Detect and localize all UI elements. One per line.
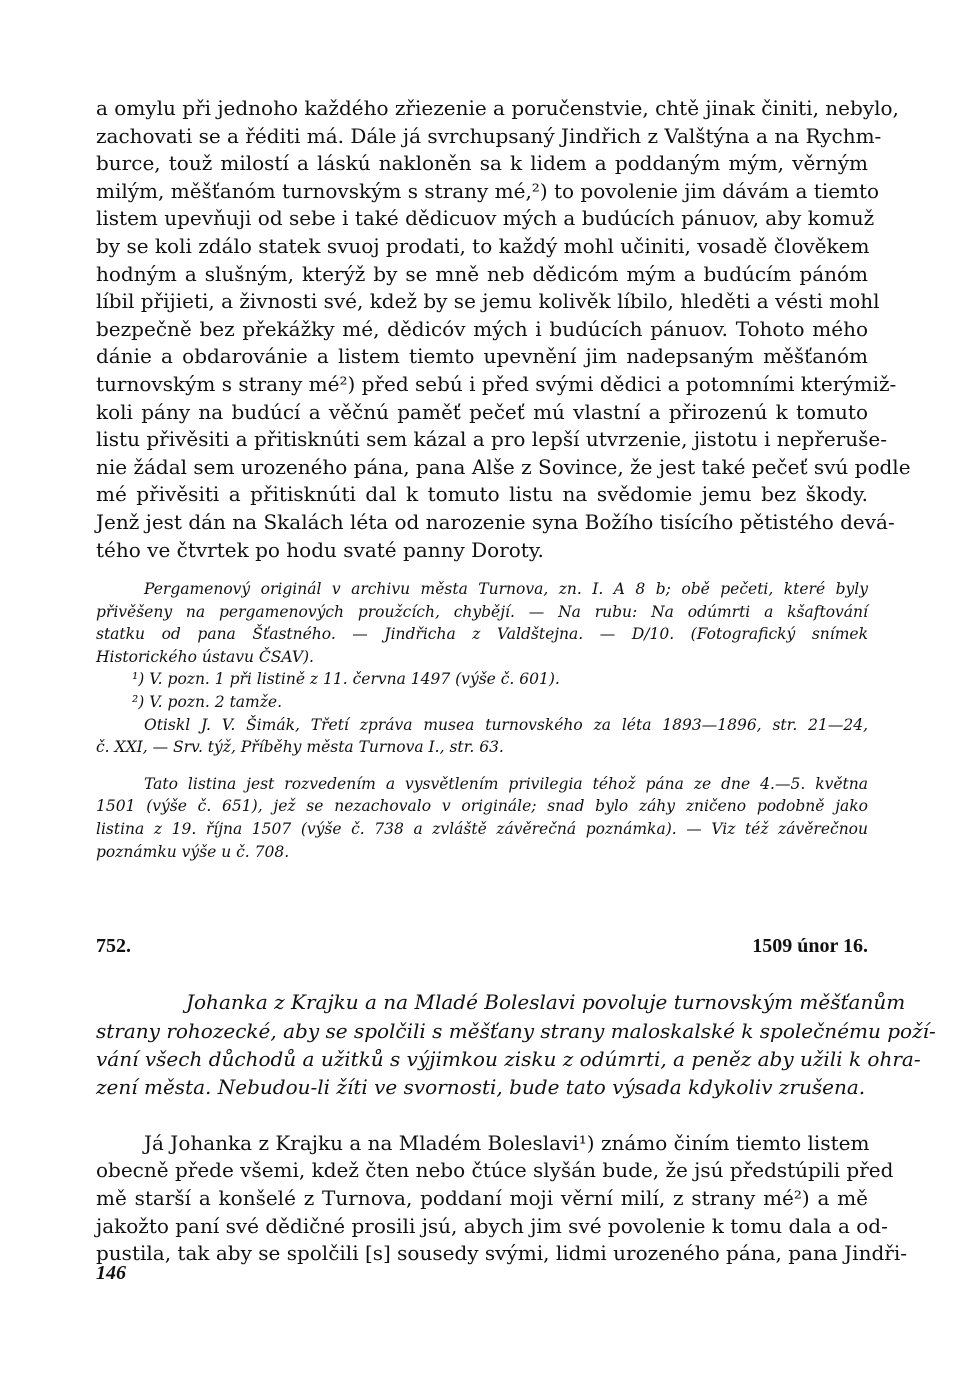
- text-line: koli pány na budúcí a věčnú paměť pečeť mú vlastní a přirozenú k tomuto: [96, 399, 868, 424]
- text-line: Já Johanka z Krajku a na Mladém Boleslavi¹) známo činím tiemto listem: [144, 1130, 870, 1155]
- note-line: listina z 19. října 1507 (výše č. 738 a zvláště závěrečná poznámka). — Viz též závěrečnou: [96, 820, 868, 839]
- text-line: obecně přede všemi, kdež čten nebo čtúce slyšán bude, že jsú předstúpili před: [96, 1158, 894, 1183]
- letter-text-752: [96, 1130, 907, 1268]
- entry-date: 1509 únor 16.: [752, 935, 868, 958]
- text-line: a omylu při jednoho každého zřiezenie a poručenstvie, chtě jinak činiti, nebylo,: [96, 96, 899, 120]
- print-note: [96, 714, 868, 759]
- regest-line: Johanka z Krajku a na Mladé Boleslavi povoluje turnovským měšťanům: [186, 990, 906, 1015]
- page: [96, 95, 936, 1268]
- note-line: č. XXI, — Srv. týž, Příběhy města Turnova I., str. 63.: [96, 738, 504, 757]
- footnotes: [96, 668, 868, 713]
- text-line: nie žádal sem urozeného pána, pana Alše z Sovince, že jest také pečeť svú podle: [96, 454, 911, 479]
- note-line: Pergamenový originál v archivu města Turnova, zn. I. A 8 b; obě pečeti, které byly: [144, 580, 868, 599]
- text-line: zachovati se a řéditi má. Dále já svrchupsaný Jindřich z Valštýna a na Rychm-: [96, 123, 882, 148]
- note-line: Otiskl J. V. Šimák, Třetí zpráva musea turnovského za léta 1893—1896, str. 21—24,: [144, 715, 868, 734]
- footnote: ²) V. pozn. 2 tamže.: [132, 693, 283, 712]
- text-line: by se koli zdálo statek svuoj prodati, to každý mohl učiniti, vosadě člověkem: [96, 233, 870, 258]
- apparatus-notes: [96, 578, 868, 863]
- regest-line: vání všech důchodů a užitků s výjimkou zisku z odúmrti, a peněz aby užili k ohra-: [96, 1047, 921, 1071]
- text-line: pustila, tak aby se spolčili [s] sousedy svými, lidmi urozeného pána, pana Jindři-: [96, 1241, 907, 1266]
- text-line: milým, měšťanóm turnovským s strany mé,²) to povolenie jim dávám a tiemto: [96, 178, 880, 203]
- text-line: tého ve čtvrtek po hodu svaté panny Doroty.: [96, 537, 544, 562]
- text-line: listu přivěsiti a přitisknúti sem kázal a pro lepší utvrzenie, jistotu i nepřeruše-: [96, 427, 888, 452]
- regest-line: strany rohozecké, aby se spolčili s měšťany strany maloskalské k společnému poží-: [96, 1018, 936, 1043]
- commentary: [96, 773, 868, 863]
- note-line: 1501 (výše č. 651), jež se nezachovalo v originále; snad bylo záhy zničeno podobně jako: [96, 797, 868, 816]
- note-line: Historického ústavu ČSAV).: [96, 647, 314, 666]
- entry-number: 752.: [96, 935, 131, 958]
- footnote: ¹) V. pozn. 1 při listině z 11. června 1497 (výše č. 601).: [132, 670, 560, 689]
- text-line: turnovským s strany mé²) před sebú i před svými dědici a potomními kterýmiž-: [96, 371, 897, 396]
- text-line: bezpečně bez překážky mé, dědicóv mých i budúcích pánuov. Tohoto mého: [96, 316, 868, 341]
- note-line: statku od pana Šťastného. — Jindřicha z Valdštejna. — D/10. (Fotografický snímek: [96, 625, 868, 644]
- text-line: líbil přijieti, a živnosti své, kdež by se jemu kolivěk líbilo, hleděti a vésti mohl: [96, 289, 880, 314]
- text-line: burce, touž milostí a láskú nakloněn sa k lidem a poddaným mým, věrným: [96, 151, 868, 176]
- note-line: poznámku výše u č. 708.: [96, 842, 290, 861]
- entry-heading: [96, 935, 868, 958]
- source-note: [96, 578, 868, 668]
- text-line: hodným a slušným, kterýž by se mně neb dědicóm mým a budúcím pánóm: [96, 261, 868, 286]
- text-line: Jenž jest dán na Skalách léta od narozenie syna Božího tisícího pětistého devá-: [96, 509, 895, 534]
- text-line: dánie a obdarovánie a listem tiemto upevnění jim nadepsaným měšťanóm: [96, 344, 868, 369]
- letter-text: [96, 95, 911, 564]
- text-line: mě starší a konšelé z Turnova, poddaní moji věrní milí, z strany mé²) a mě: [96, 1185, 868, 1210]
- note-line: Tato listina jest rozvedením a vysvětlením privilegia téhož pána ze dne 4.—5. května: [144, 774, 868, 793]
- regest-line: zení města. Nebudou-li žíti ve svornosti, bude tato výsada kdykoliv zrušena.: [96, 1075, 866, 1100]
- page-number: 146: [96, 1262, 126, 1284]
- text-line: listem upevňuji od sebe i také dědicuov mých a budúcích pánuov, aby komuž: [96, 206, 875, 231]
- regest: [96, 988, 936, 1102]
- note-line: přivěšeny na pergamenových proužcích, chybějí. — Na rubu: Na odúmrti a kšaftování: [96, 602, 868, 621]
- text-line: jakožto paní své dědičné prosili jsú, abych jim své povolenie k tomu dala a od-: [96, 1213, 888, 1238]
- text-line: mé přivěsiti a přitisknúti dal k tomuto listu na svědomie jemu bez škody.: [96, 482, 868, 507]
